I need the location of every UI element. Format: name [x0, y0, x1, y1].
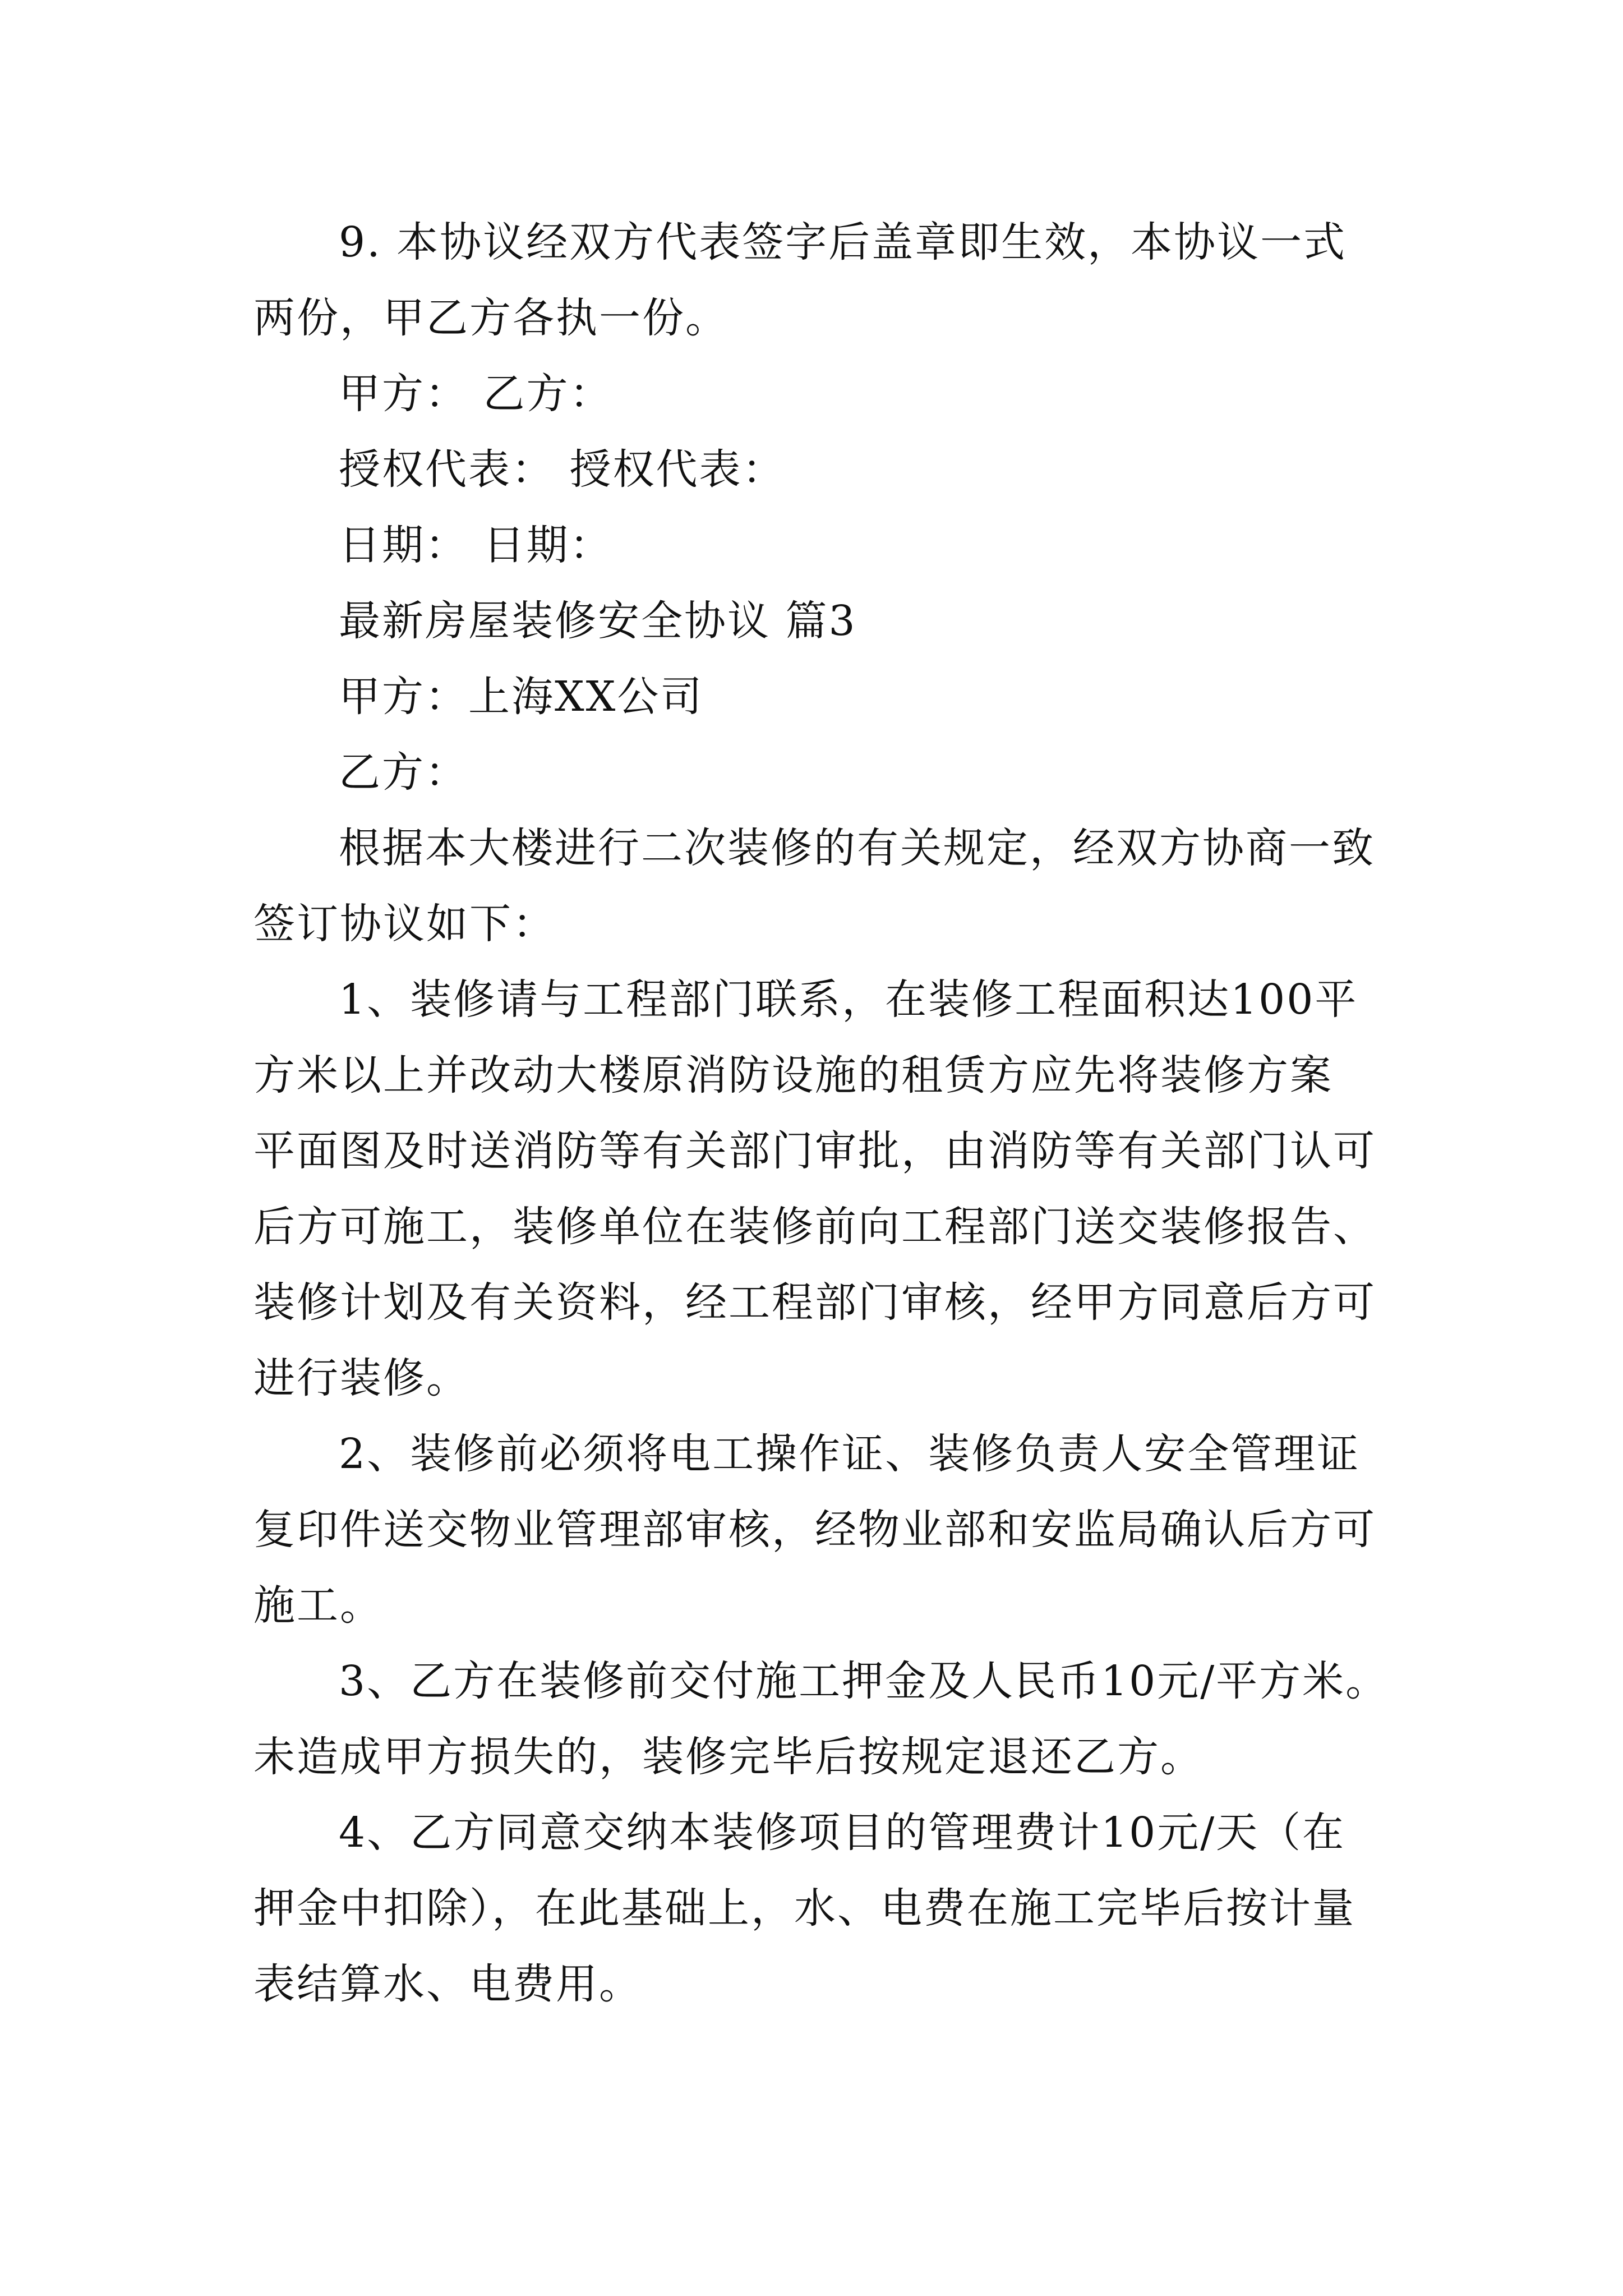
- signature-party-line: 甲方： 乙方：: [339, 370, 613, 418]
- party-b-line: 乙方：: [339, 748, 468, 797]
- clause-1-line-5: 装修计划及有关资料，经工程部门审核，经甲方同意后方可: [253, 1278, 1376, 1327]
- clause-3-line-1: 3、乙方在装修前交付施工押金及人民币10元/平方米。: [339, 1657, 1389, 1705]
- signature-date-line: 日期： 日期：: [339, 521, 613, 569]
- clause-4-line-1: 4、乙方同意交纳本装修项目的管理费计10元/天（在: [339, 1809, 1346, 1857]
- preamble-line-2: 签订协议如下：: [253, 900, 556, 948]
- clause-9-line-2: 两份，甲乙方各执一份。: [253, 294, 728, 342]
- party-a-line: 甲方：上海XX公司: [339, 673, 704, 721]
- preamble-line-1: 根据本大楼进行二次装修的有关规定，经双方协商一致: [339, 824, 1375, 872]
- signature-representative-line: 授权代表： 授权代表：: [339, 445, 786, 494]
- clause-2-line-3: 施工。: [253, 1581, 383, 1630]
- clause-2-line-1: 2、装修前必须将电工操作证、装修负责人安全管理证: [339, 1430, 1361, 1478]
- clause-4-line-2: 押金中扣除），在此基础上，水、电费在施工完毕后按计量: [253, 1884, 1355, 1932]
- clause-3-line-2: 未造成甲方损失的，装修完毕后按规定退还乙方。: [253, 1733, 1204, 1781]
- clause-1-line-1: 1、装修请与工程部门联系，在装修工程面积达100平: [339, 976, 1358, 1024]
- clause-2-line-2: 复印件送交物业管理部审核，经物业部和安监局确认后方可: [253, 1506, 1376, 1554]
- clause-4-line-3: 表结算水、电费用。: [253, 1960, 642, 2008]
- clause-1-line-2: 方米以上并改动大楼原消防设施的租赁方应先将装修方案: [253, 1051, 1333, 1099]
- clause-1-line-6: 进行装修。: [253, 1354, 469, 1402]
- clause-9-line-1: 9. 本协议经双方代表签字后盖章即生效，本协议一式: [339, 218, 1347, 266]
- clause-1-line-4: 后方可施工，装修单位在装修前向工程部门送交装修报告、: [253, 1203, 1376, 1251]
- clause-1-line-3: 平面图及时送消防等有关部门审批，由消防等有关部门认可: [253, 1127, 1376, 1175]
- section-heading: 最新房屋装修安全协议 篇3: [339, 597, 857, 645]
